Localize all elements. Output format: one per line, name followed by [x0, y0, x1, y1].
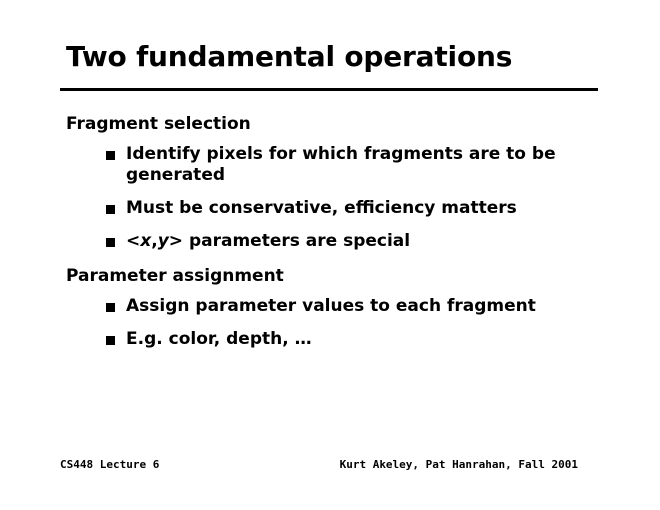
- slide-title: Two fundamental operations: [66, 40, 513, 73]
- bullet-text: Identify pixels for which fragments are to be generated: [126, 144, 556, 185]
- bullet-item: [106, 231, 586, 252]
- y-variable: y: [157, 231, 169, 251]
- xy-close-bracket: >: [168, 231, 184, 251]
- bullet-text: Must be conservative, efficiency matters: [126, 198, 517, 218]
- footer-course-label: CS448 Lecture 6: [60, 458, 160, 471]
- bullet-item: [106, 329, 586, 350]
- x-variable: x: [140, 231, 152, 251]
- slide-content: [66, 112, 586, 362]
- square-bullet-icon: [106, 151, 115, 160]
- bullet-text: Assign parameter values to each fragment: [126, 296, 536, 316]
- bullet-item: [106, 296, 586, 317]
- section-heading: Fragment selection: [66, 114, 251, 134]
- title-divider: [60, 88, 598, 91]
- square-bullet-icon: [106, 238, 115, 247]
- square-bullet-icon: [106, 336, 115, 345]
- square-bullet-icon: [106, 303, 115, 312]
- bullet-list: [66, 144, 586, 252]
- bullet-text: E.g. color, depth, …: [126, 329, 312, 349]
- xy-comma: ,: [151, 231, 158, 251]
- footer-authors-label: Kurt Akeley, Pat Hanrahan, Fall 2001: [339, 458, 578, 471]
- bullet-item: [106, 198, 586, 219]
- bullet-item: [106, 144, 586, 186]
- bullet-text: parameters are special: [188, 231, 411, 251]
- section-parameter-assignment: [66, 264, 586, 350]
- section-fragment-selection: [66, 112, 586, 252]
- bullet-list: [66, 296, 586, 350]
- xy-open-bracket: <: [126, 231, 141, 251]
- square-bullet-icon: [106, 205, 115, 214]
- section-heading: Parameter assignment: [66, 266, 284, 286]
